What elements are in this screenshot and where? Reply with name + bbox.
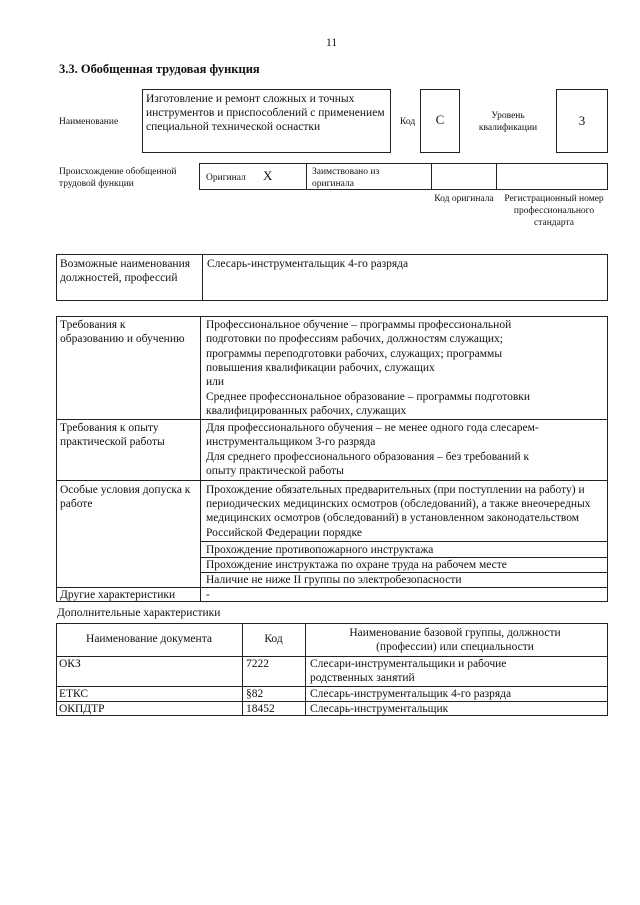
education-line: подготовки по профессиям рабочих, должностям служащих;: [206, 333, 503, 345]
education-line: Профессиональное обучение – программы профессиональной: [206, 319, 512, 331]
name-value: Изготовление и ремонт сложных и точных инструментов и приспособлений с применением специальной технической оснастки: [146, 93, 385, 134]
original-mark: X: [263, 168, 273, 183]
experience-line: инструментальщиком 3-го разряда: [206, 436, 376, 448]
table-row-doc: ОКЗ: [59, 658, 81, 670]
special-condition-fire: Прохождение противопожарного инструктажа: [206, 544, 434, 556]
table-row-name: Слесарь-инструментальщик 4-го разряда: [310, 688, 512, 700]
experience-label: Требования к опыту практической работы: [60, 422, 165, 449]
special-condition-medical: Прохождение обязательных предварительных (при поступлении на работу) и периодических медицинских осмотров (обследований), а также внеочередных медицинских осмотров (обследований) в установленном законодательством Российской Федерации порядке: [206, 484, 591, 539]
education-line: Среднее профессиональное образование – программы подготовки: [206, 391, 531, 403]
name-label: Наименование: [59, 117, 119, 127]
table-row-doc: ОКПДТР: [59, 703, 105, 715]
code-label: Код: [400, 117, 416, 127]
borrowed-label: Заимствовано из оригинала: [312, 167, 380, 189]
education-line: программы переподготовки рабочих, служащих; программы: [206, 348, 503, 360]
education-line: повышения квалификации рабочих, служащих: [206, 362, 435, 374]
table-row-name: Слесарь-инструментальщик: [310, 703, 449, 715]
section-title: 3.3. Обобщенная трудовая функция: [59, 62, 260, 76]
special-conditions-label: Особые условия допуска к работе: [60, 484, 191, 511]
positions-label: Возможные наименования должностей, профессий: [60, 258, 191, 285]
special-condition-safety: Прохождение инструктажа по охране труда на рабочем месте: [206, 559, 507, 571]
special-condition-electrical: Наличие не ниже II группы по электробезопасности: [206, 574, 462, 586]
origin-code-caption: Код оригинала: [434, 194, 494, 204]
experience-line: опыту практической работы: [206, 465, 344, 477]
column-header-group: Наименование базовой группы, должности (профессии) или специальности: [349, 627, 561, 654]
table-row-doc: ЕТКС: [59, 688, 89, 700]
level-value: 3: [578, 113, 586, 128]
reg-number-caption: Регистрационный номер профессионального стандарта: [504, 194, 604, 228]
table-row-name: Слесари-инструментальщики и рабочие родственных занятий: [310, 658, 507, 685]
education-line: или: [206, 376, 225, 388]
column-header-document: Наименование документа: [86, 633, 212, 645]
other-characteristics-label: Другие характеристики: [60, 589, 176, 601]
education-line: квалифицированных рабочих, служащих: [206, 405, 407, 417]
positions-value: Слесарь-инструментальщик 4-го разряда: [207, 258, 409, 270]
original-label: Оригинал: [206, 173, 246, 183]
code-value: C: [435, 112, 445, 127]
page-number: 11: [326, 37, 338, 49]
table-row-code: 18452: [246, 703, 275, 715]
experience-line: Для среднего профессионального образования – без требований к: [206, 451, 530, 463]
table-row-code: §82: [246, 688, 264, 700]
column-header-code: Код: [264, 633, 283, 645]
level-label: Уровень квалификации: [478, 111, 538, 133]
experience-line: Для профессионального обучения – не менее одного года слесарем-: [206, 422, 539, 434]
origin-label: Происхождение обобщенной трудовой функции: [59, 167, 177, 189]
other-characteristics-value: -: [206, 589, 210, 601]
education-label: Требования к образованию и обучению: [60, 319, 185, 346]
table-row-code: 7222: [246, 658, 269, 670]
additional-title: Дополнительные характеристики: [57, 607, 221, 619]
